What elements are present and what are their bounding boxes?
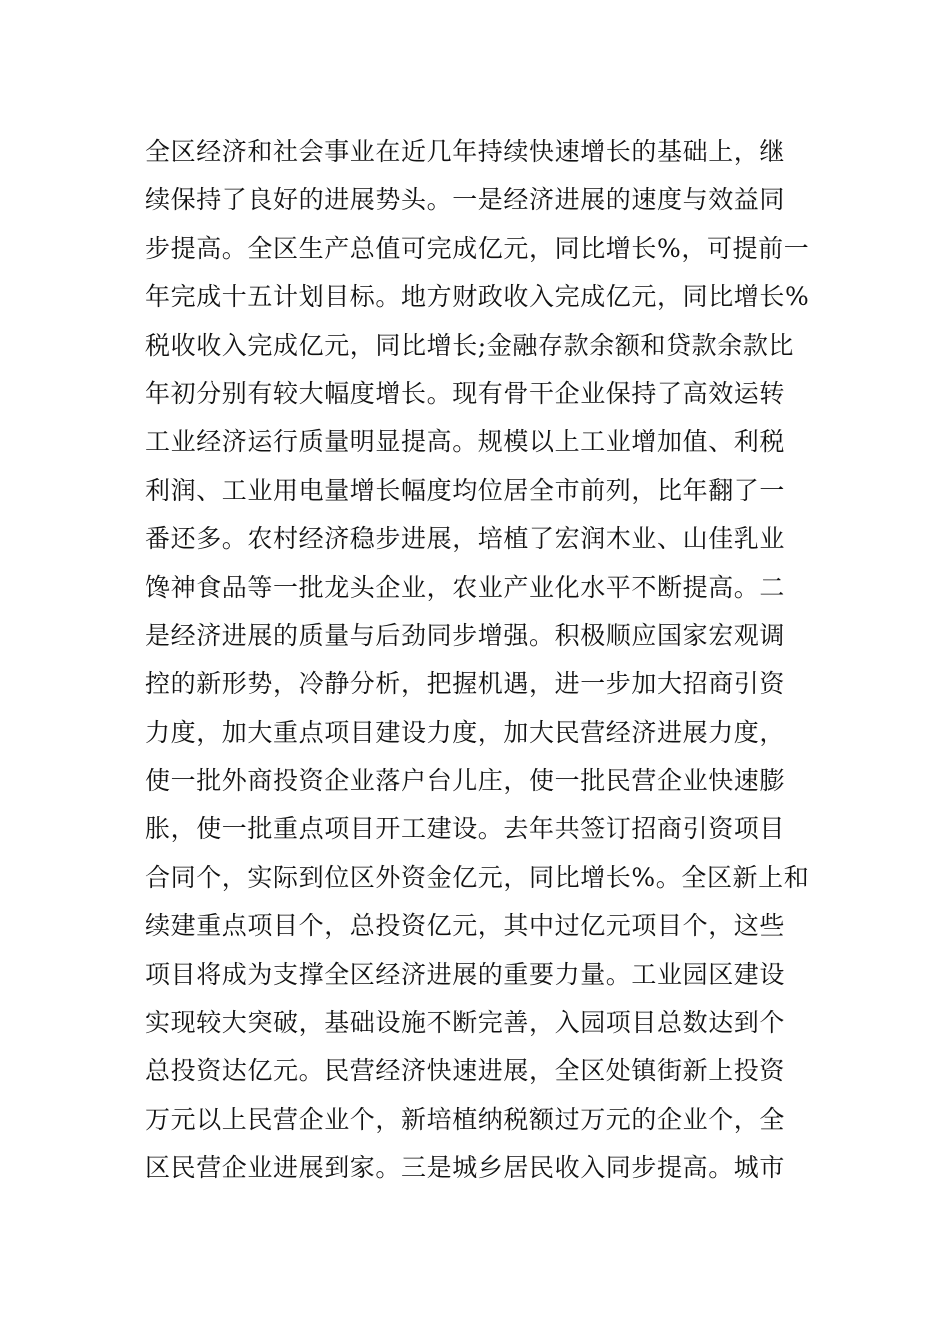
text-line: 工业经济运行质量明显提高。规模以上工业增加值、利税 <box>145 427 786 457</box>
text-line: 区民营企业进展到家。三是城乡居民收入同步提高。城市 <box>145 1153 786 1183</box>
text-line: 是经济进展的质量与后劲同步增强。积极顺应国家宏观调 <box>145 620 786 650</box>
text-line: 全区经济和社会事业在近几年持续快速增长的基础上，继 <box>145 137 786 166</box>
text-line: 使一批外商投资企业落户台儿庄，使一批民营企业快速膨 <box>145 766 786 796</box>
body-paragraph <box>145 128 810 1193</box>
text-line: 税收收入完成亿元，同比增长;金融存款余额和贷款余款比 <box>145 330 795 360</box>
text-line: 胀，使一批重点项目开工建设。去年共签订招商引资项目 <box>145 814 786 844</box>
text-line: 步提高。全区生产总值可完成亿元，同比增长%，可提前一 <box>145 233 810 263</box>
text-line: 实现较大突破，基础设施不断完善，入园项目总数达到个 <box>145 1008 786 1038</box>
text-line: 万元以上民营企业个，新培植纳税额过万元的企业个，全 <box>145 1104 786 1134</box>
text-line: 续建重点项目个，总投资亿元，其中过亿元项目个，这些 <box>145 911 786 941</box>
text-line: 馋神食品等一批龙头企业，农业产业化水平不断提高。二 <box>145 572 786 602</box>
text-line: 番还多。农村经济稳步进展，培植了宏润木业、山佳乳业 <box>145 524 786 554</box>
text-line: 年初分别有较大幅度增长。现有骨干企业保持了高效运转 <box>145 378 786 408</box>
text-line: 续保持了良好的进展势头。一是经济进展的速度与效益同 <box>145 185 786 215</box>
text-line: 力度，加大重点项目建设力度，加大民营经济进展力度， <box>145 717 786 747</box>
text-line: 控的新形势，冷静分析，把握机遇，进一步加大招商引资 <box>145 669 786 699</box>
text-line: 项目将成为支撑全区经济进展的重要力量。工业园区建设 <box>145 959 786 989</box>
text-line: 年完成十五计划目标。地方财政收入完成亿元，同比增长% <box>145 282 810 312</box>
text-line: 合同个，实际到位区外资金亿元，同比增长%。全区新上和 <box>145 862 810 892</box>
text-line: 总投资达亿元。民营经济快速进展，全区处镇街新上投资 <box>145 1056 786 1086</box>
text-line: 利润、工业用电量增长幅度均位居全市前列，比年翻了一 <box>145 475 786 505</box>
